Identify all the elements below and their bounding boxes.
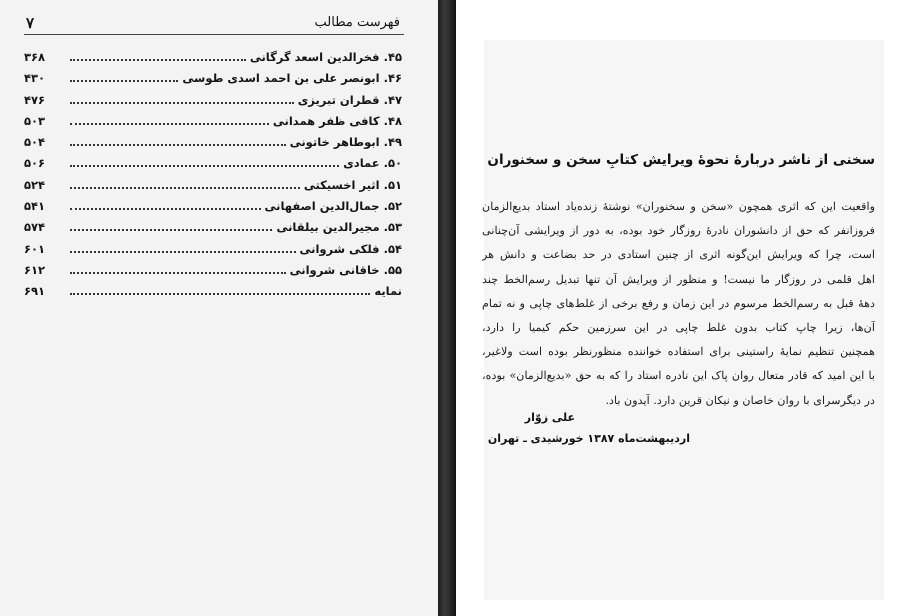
toc-entry-title: ۴۸. کافی ظفر همدانی [272,113,402,128]
toc-entry-page: ۵۰۴ [24,135,46,150]
publisher-note-line: واقعیت این که اثری همچون «سخن و سخنوران» نوشتهٔ زنده‌یاد استاد بدیع‌الزمان [482,200,875,213]
toc-entry-title: ۴۵. فخرالدین اسعد گرگانی [249,50,402,64]
toc-entry [24,50,402,71]
toc-entry-page: ۶۱۲ [24,262,46,277]
publisher-note-line: با این امید که قادر متعال روان پاک این نادره استاد را که به حق «بدیع‌الزمان» بوده، [482,369,875,383]
toc-header [24,12,404,35]
toc-entry-page: ۵۲۴ [24,177,46,192]
toc-entry-page: ۴۷۶ [24,92,46,107]
publisher-note-title: سخنی از ناشر دربارهٔ نحوهٔ ویرایش کتابِ سخن و سخنوران [487,152,875,168]
toc-dot-leader [70,144,286,146]
toc-entry-page: ۵۰۶ [24,156,46,171]
publisher-note-date: اردیبهشت‌ماه ۱۳۸۷ خورشیدی ـ تهران [487,432,690,445]
toc-entry-page: ۶۰۱ [24,241,46,256]
toc-entry [24,135,402,156]
toc-dot-leader [70,102,294,104]
page-number: ۷ [26,14,35,32]
toc-entry [24,114,402,135]
toc-entry [24,263,402,284]
toc-entry-title: ۵۲. جمال‌الدین اصفهانی [264,199,402,214]
toc-entry-title: ۵۱. اثیر اخسیکتی [303,177,402,192]
toc-dot-leader [70,187,300,189]
toc-entry-page: ۴۳۰ [24,71,46,86]
toc-entry-page: ۵۷۴ [24,220,46,235]
toc-dot-leader [70,165,339,167]
toc-entry-page: ۶۹۱ [24,284,46,299]
toc-entry-title: ۵۵. خاقانی شروانی [289,262,402,277]
toc-entry [24,178,402,199]
publisher-note-line: اهل قلمی در روزگار ما نیست! و منظور از ویرایش آن تنها تبدیل رسم‌الخط چند [482,272,875,286]
toc-entry-page: ۵۴۱ [24,199,46,214]
publisher-note-line: فروزانفر که حق از دانشوران نادرهٔ روزگار خود بوده، به دور از ویرایشی آن‌چنانی [482,224,875,238]
running-header-title: فهرست مطالب [314,15,400,30]
toc-entry [24,220,402,241]
toc-entry-title: نمایه [374,284,402,299]
book-gutter [438,0,456,616]
toc-entry [24,93,402,114]
toc-entry-page: ۳۶۸ [24,50,46,64]
publisher-note-line: همچنین تنظیم نمایهٔ راستینی برای استفاده خواننده منظورنظر بوده است ولاغیر، [482,345,875,359]
toc-list [24,50,402,306]
publisher-note-body [482,200,875,418]
toc-dot-leader [70,59,246,61]
toc-entry [24,284,402,305]
toc-entry [24,242,402,263]
publisher-note-author: علی زوّار [524,411,575,424]
toc-dot-leader [70,208,261,210]
toc-dot-leader [70,251,296,253]
toc-entry [24,156,402,177]
toc-entry-title: ۴۷. قطران تبریزی [297,92,402,107]
toc-dot-leader [70,293,370,295]
publisher-note-line: دههٔ قبل به رسم‌الخط مرسوم در این زمان و رفع برخی از غلط‌های چاپی و نه تمام [482,296,875,310]
toc-dot-leader [70,123,269,125]
toc-entry-page: ۵۰۳ [24,113,46,128]
toc-entry-title: ۵۴. فلکی شروانی [299,241,402,256]
publisher-note-line: است، چرا که ویرایش این‌گونه اثری از چنین استادی در حد بضاعت و دانش هر [482,248,875,262]
toc-entry-title: ۴۶. ابونصر علی بن احمد اسدی طوسی [182,71,402,86]
toc-entry [24,199,402,220]
publisher-note-line: در دیگرسرای با روان خاصان و نیکان قرین دارد. آیدون باد. [605,393,875,407]
toc-entry [24,71,402,92]
toc-entry-title: ۵۳. مجیرالدین بیلقانی [276,220,402,235]
toc-dot-leader [70,272,286,274]
toc-entry-title: ۴۹. ابوطاهر خاتونی [289,135,402,150]
toc-dot-leader [70,229,272,231]
toc-dot-leader [70,80,178,82]
toc-entry-title: ۵۰. عمادی [343,156,402,171]
publisher-note-line: آن‌ها، زیرا چاپ کتاب بدون غلط چاپی در این سرزمین حکم کیمیا را دارد، [482,320,875,334]
